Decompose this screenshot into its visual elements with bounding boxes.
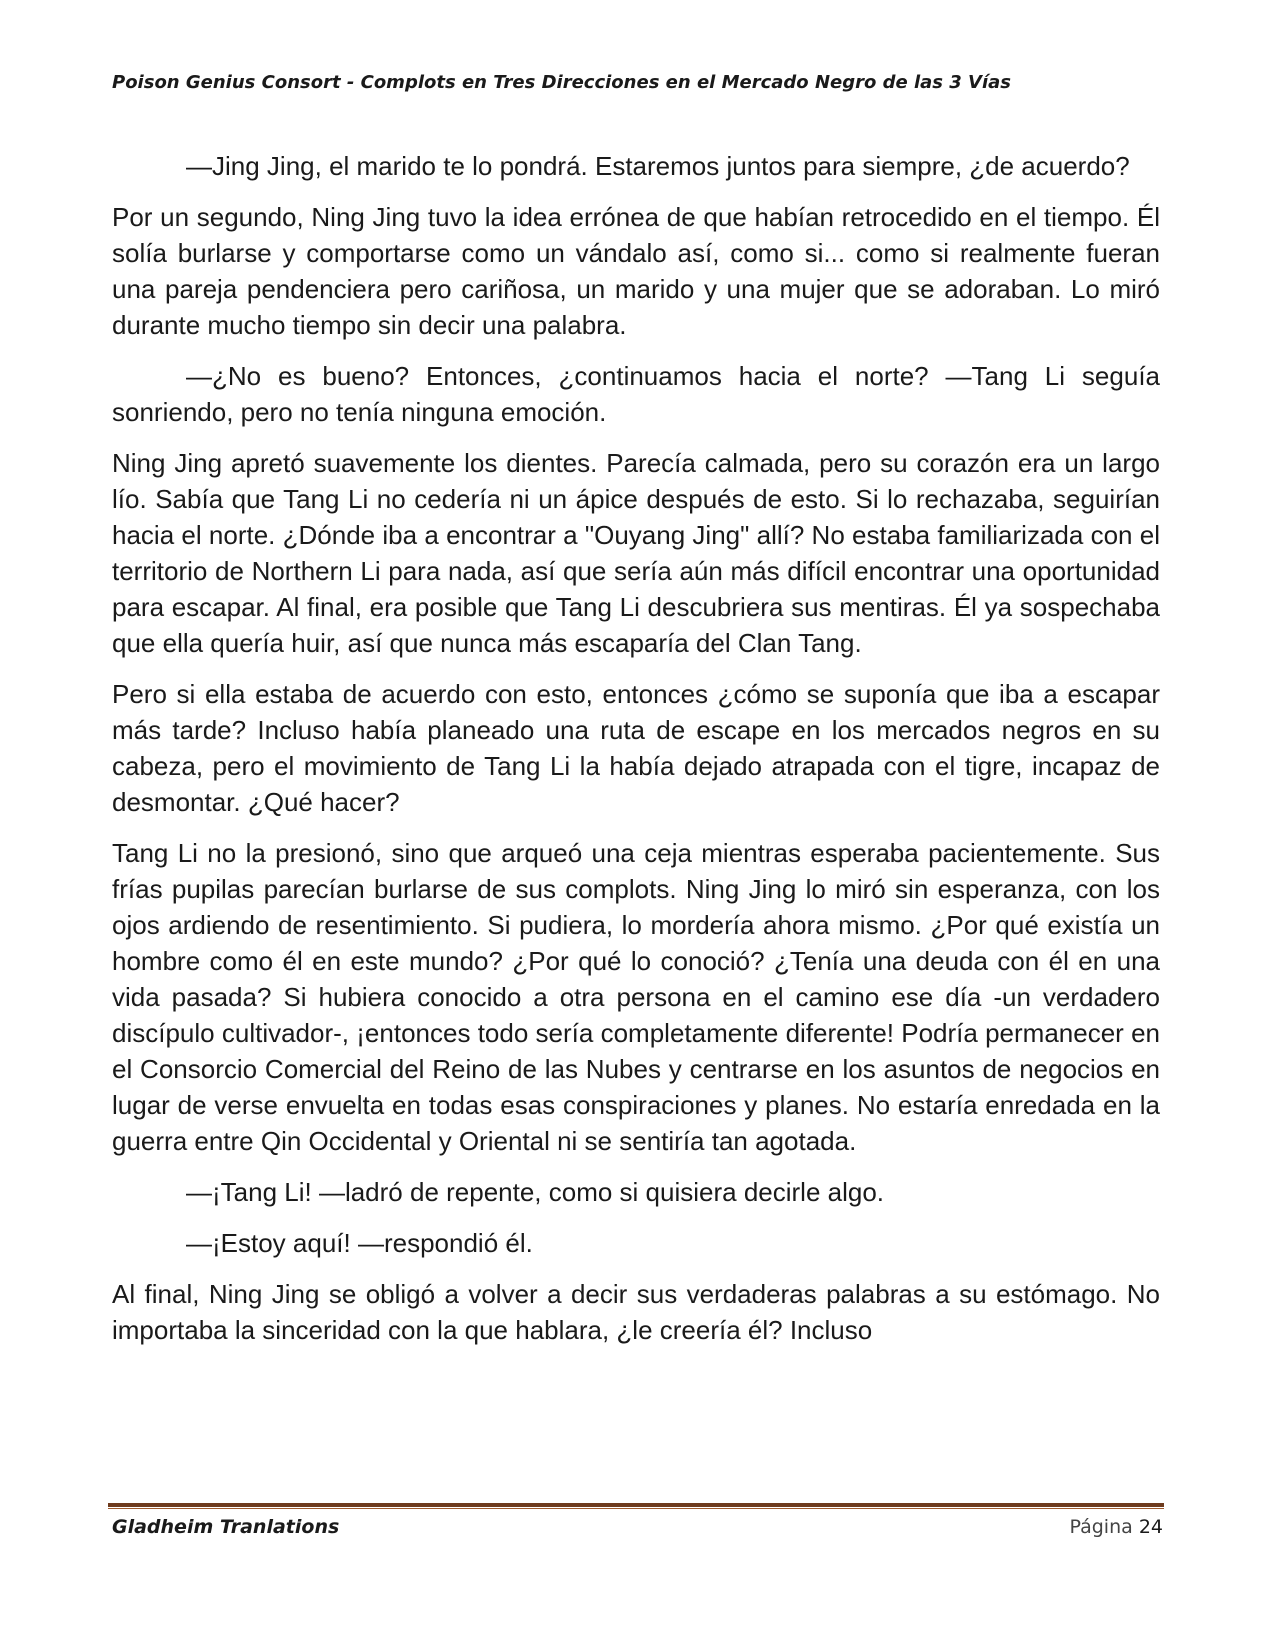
footer-translator-name: Gladheim Tranlations (112, 1516, 340, 1538)
paragraph-dialogue: —¡Tang Li! —ladró de repente, como si quisiera decirle algo. (186, 1177, 885, 1207)
page-number: 24 (1138, 1516, 1163, 1538)
paragraph: Tang Li no la presionó, sino que arqueó una ceja mientras esperaba pacientemente. Sus frías pupilas parecían burlarse de sus complots. Ning Jing lo miró sin esperanza, con los ojos ardiendo de resentimiento. Si pudiera, lo mordería ahora mismo. ¿Por qué existía un hombre como él en este mundo? ¿Por qué lo conoció? ¿Tenía una deuda con él en una vida pasada? Si hubiera conocido a otra persona en el camino ese día -un verdadero discípulo cultivador-, ¡entonces todo sería completamente diferente! Podría permanecer en el Consorcio Comercial del Reino de las Nubes y centrarse en los asuntos de negocios en lugar de verse envuelta en todas esas conspiraciones y planes. No estaría enredada en la guerra entre Qin Occidental y Oriental ni se sentiría tan agotada. (112, 838, 1160, 1156)
paragraph-dialogue: —Jing Jing, el marido te lo pondrá. Estaremos juntos para siempre, ¿de acuerdo? (186, 151, 1130, 181)
page-number-label (1069, 1516, 1163, 1538)
footer-divider-thin (108, 1508, 1164, 1509)
paragraph-dialogue: —¿No es bueno? Entonces, ¿continuamos hacia el norte? —Tang Li seguía sonriendo, pero no tenía ninguna emoción. (112, 361, 1160, 427)
body-text (112, 148, 1160, 1363)
paragraph: Al final, Ning Jing se obligó a volver a decir sus verdaderas palabras a su estómago. No importaba la sinceridad con la que hablara, ¿le creería él? Incluso (112, 1279, 1160, 1345)
paragraph: Por un segundo, Ning Jing tuvo la idea errónea de que habían retrocedido en el tiempo. Él solía burlarse y comportarse como un vándalo así, como si... como si realmente fueran una pareja pendenciera pero cariñosa, un marido y una mujer que se adoraban. Lo miró durante mucho tiempo sin decir una palabra. (112, 202, 1160, 340)
paragraph: Ning Jing apretó suavemente los dientes. Parecía calmada, pero su corazón era un largo lío. Sabía que Tang Li no cedería ni un ápice después de esto. Si lo rechazaba, seguirían hacia el norte. ¿Dónde iba a encontrar a "Ouyang Jing" allí? No estaba familiarizada con el territorio de Northern Li para nada, así que sería aún más difícil encontrar una oportunidad para escapar. Al final, era posible que Tang Li descubriera sus mentiras. Él ya sospechaba que ella quería huir, así que nunca más escaparía del Clan Tang. (112, 448, 1160, 658)
page-label: Página (1069, 1516, 1133, 1538)
page-header-title: Poison Genius Consort - Complots en Tres Direcciones en el Mercado Negro de las 3 Vías (112, 72, 1012, 93)
footer-divider-thick (108, 1503, 1164, 1507)
footer-divider (108, 1503, 1164, 1509)
paragraph: Pero si ella estaba de acuerdo con esto, entonces ¿cómo se suponía que iba a escapar más tarde? Incluso había planeado una ruta de escape en los mercados negros en su cabeza, pero el movimiento de Tang Li la había dejado atrapada con el tigre, incapaz de desmontar. ¿Qué hacer? (112, 679, 1160, 817)
paragraph-dialogue: —¡Estoy aquí! —respondió él. (186, 1228, 533, 1258)
